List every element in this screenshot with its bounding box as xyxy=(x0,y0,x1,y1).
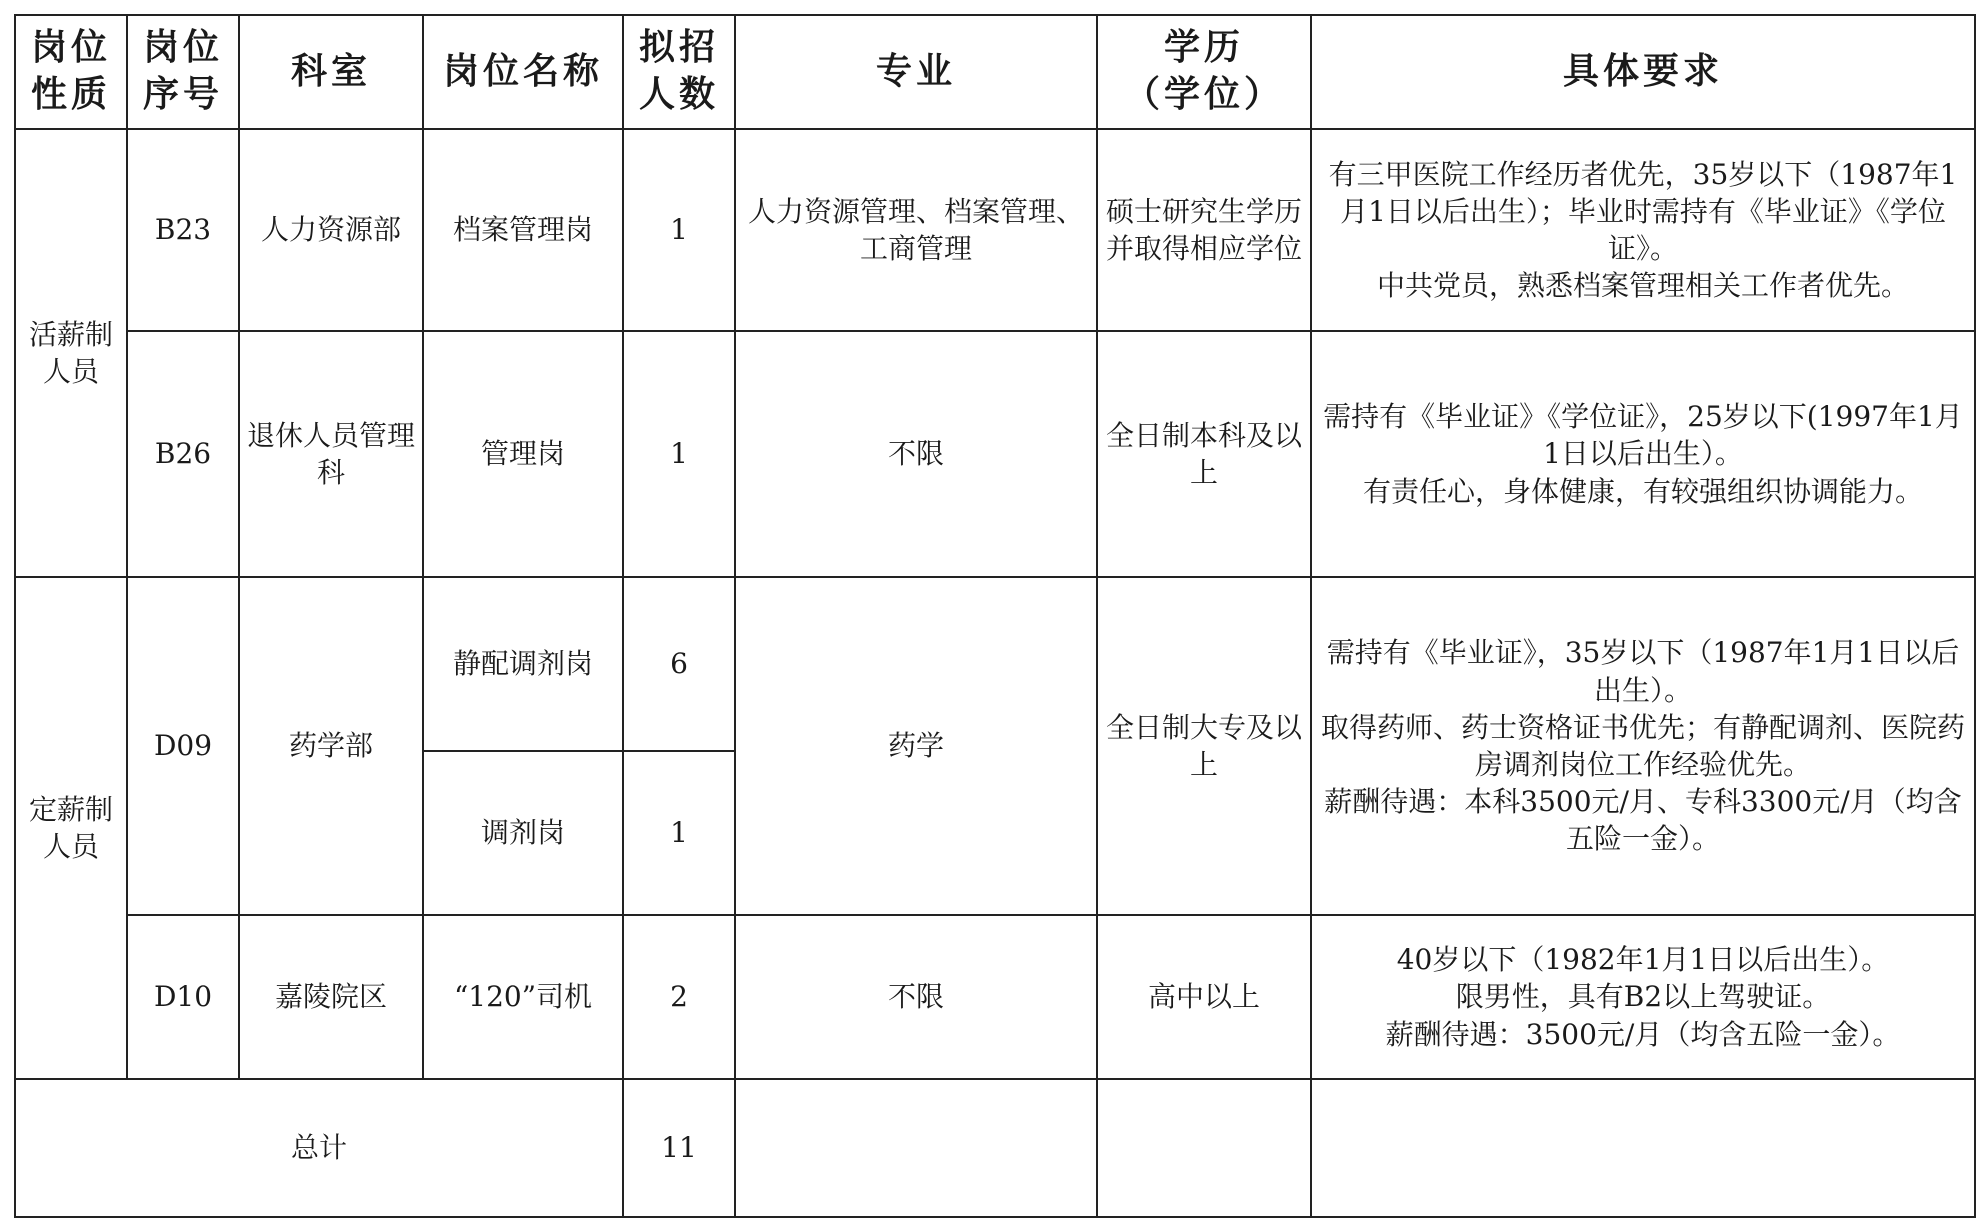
header-post: 岗位名称 xyxy=(423,15,623,129)
total-label: 总计 xyxy=(15,1079,623,1217)
table-row xyxy=(15,129,1975,331)
header-count xyxy=(623,15,735,129)
cell-count: 1 xyxy=(623,129,735,331)
cell-count: 6 xyxy=(623,577,735,751)
header-nature-line2: 性质 xyxy=(30,74,111,115)
table-row xyxy=(15,915,1975,1079)
total-row xyxy=(15,1079,1975,1217)
cell-edu: 高中以上 xyxy=(1097,915,1311,1079)
total-major-empty xyxy=(735,1079,1097,1217)
header-edu-line1: 学历 xyxy=(1163,27,1244,69)
table-row xyxy=(15,331,1975,577)
cell-dept: 人力资源部 xyxy=(239,129,423,331)
cell-requirements xyxy=(1311,129,1975,331)
cell-major: 不限 xyxy=(735,915,1097,1079)
cell-post: “120”司机 xyxy=(423,915,623,1079)
cell-post: 调剂岗 xyxy=(423,751,623,915)
cell-count: 1 xyxy=(623,751,735,915)
cell-seq: B23 xyxy=(127,129,239,331)
cell-major: 药学 xyxy=(735,577,1097,915)
requirement-line: 需持有《毕业证》，35岁以下（1987年1月1日以后出生）。 xyxy=(1326,636,1960,707)
cell-dept: 退休人员管理科 xyxy=(239,331,423,577)
cell-edu: 全日制大专及以上 xyxy=(1097,577,1311,915)
requirement-line: 限男性，具有B2以上驾驶证。 xyxy=(1455,980,1831,1014)
header-seq xyxy=(127,15,239,129)
header-seq-line1: 岗位 xyxy=(142,27,223,69)
requirement-line: 薪酬待遇：本科3500元/月、专科3300元/月（均含五险一金）。 xyxy=(1324,785,1962,856)
cell-requirements xyxy=(1311,577,1975,915)
cell-seq: D10 xyxy=(127,915,239,1079)
total-req-empty xyxy=(1311,1079,1975,1217)
cell-dept: 嘉陵院区 xyxy=(239,915,423,1079)
total-count: 11 xyxy=(623,1079,735,1217)
requirement-line: 40岁以下（1982年1月1日以后出生）。 xyxy=(1396,943,1890,977)
header-nature xyxy=(15,15,127,129)
requirement-line: 取得药师、药士资格证书优先；有静配调剂、医院药房调剂岗位工作经验优先。 xyxy=(1320,710,1965,781)
cell-edu: 硕士研究生学历并取得相应学位 xyxy=(1097,129,1311,331)
header-edu-line2: （学位） xyxy=(1123,74,1284,115)
total-edu-empty xyxy=(1097,1079,1311,1217)
header-req: 具体要求 xyxy=(1311,15,1975,129)
requirement-line: 需持有《毕业证》《学位证》，25岁以下(1997年1月1日以后出生）。 xyxy=(1323,400,1963,471)
requirement-line: 有责任心，身体健康，有较强组织协调能力。 xyxy=(1362,474,1923,508)
category-dingxin: 定薪制人员 xyxy=(15,577,127,1079)
recruitment-table xyxy=(14,14,1976,1218)
header-count-line2: 人数 xyxy=(638,74,719,115)
requirement-line: 中共党员，熟悉档案管理相关工作者优先。 xyxy=(1376,269,1909,303)
cell-seq: D09 xyxy=(127,577,239,915)
cell-requirements xyxy=(1311,915,1975,1079)
cell-post: 静配调剂岗 xyxy=(423,577,623,751)
header-nature-line1: 岗位 xyxy=(30,27,111,69)
requirement-line: 有三甲医院工作经历者优先，35岁以下（1987年1月1日以后出生）；毕业时需持有《毕业证》《学位证》。 xyxy=(1328,157,1958,265)
cell-count: 1 xyxy=(623,331,735,577)
header-seq-line2: 序号 xyxy=(142,74,223,115)
header-major: 专业 xyxy=(735,15,1097,129)
cell-post: 管理岗 xyxy=(423,331,623,577)
cell-requirements xyxy=(1311,331,1975,577)
header-row xyxy=(15,15,1975,129)
requirement-line: 薪酬待遇：3500元/月（均含五险一金）。 xyxy=(1385,1017,1901,1051)
cell-major: 不限 xyxy=(735,331,1097,577)
cell-edu: 全日制本科及以上 xyxy=(1097,331,1311,577)
header-count-line1: 拟招 xyxy=(638,27,719,69)
cell-post: 档案管理岗 xyxy=(423,129,623,331)
category-huoxin: 活薪制人员 xyxy=(15,129,127,577)
header-edu xyxy=(1097,15,1311,129)
cell-seq: B26 xyxy=(127,331,239,577)
cell-major: 人力资源管理、档案管理、工商管理 xyxy=(735,129,1097,331)
table-row xyxy=(15,577,1975,751)
header-dept: 科室 xyxy=(239,15,423,129)
cell-count: 2 xyxy=(623,915,735,1079)
cell-dept: 药学部 xyxy=(239,577,423,915)
